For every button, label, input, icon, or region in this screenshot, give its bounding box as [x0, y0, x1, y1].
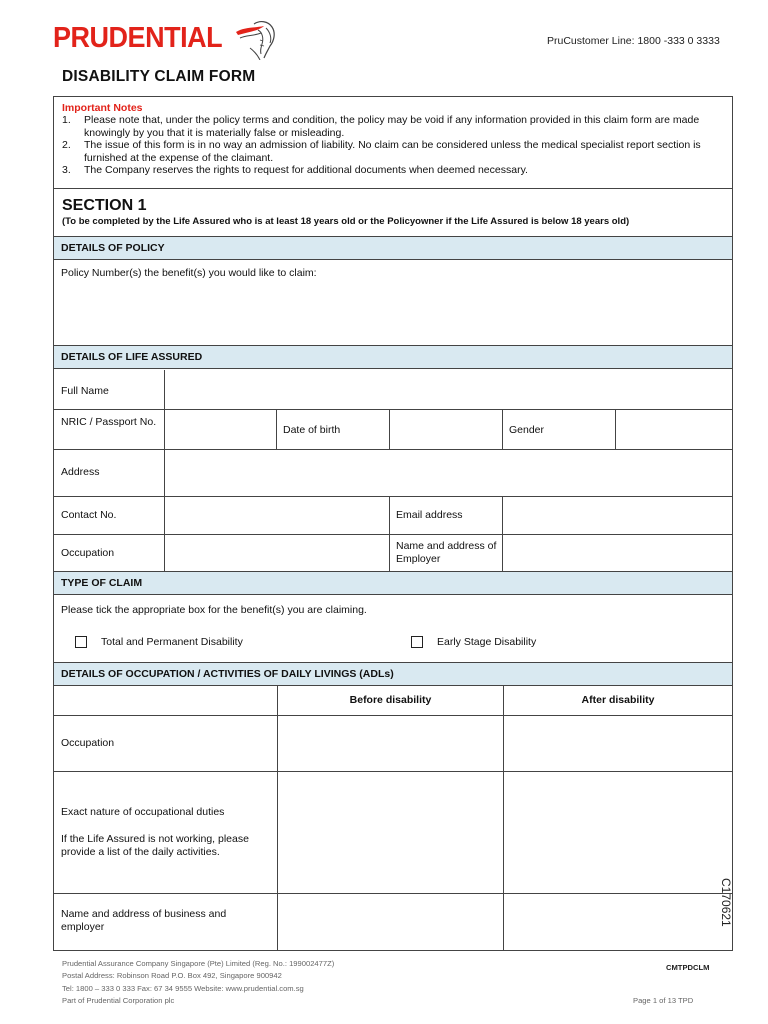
band-adl: DETAILS OF OCCUPATION / ACTIVITIES OF DAILY LIVINGS (ADLs)	[54, 662, 732, 686]
note-text: The Company reserves the rights to request for additional documents when deemed necessary.	[84, 164, 528, 177]
nric-label: NRIC / Passport No.	[61, 416, 157, 428]
note-number: 1.	[62, 114, 71, 127]
dob-field[interactable]	[390, 410, 502, 449]
policy-number-field[interactable]	[54, 282, 732, 344]
email-field[interactable]	[503, 497, 732, 534]
note-number: 2.	[62, 139, 71, 152]
policy-number-label: Policy Number(s) the benefit(s) you would like to claim:	[61, 267, 317, 279]
customer-line: PruCustomer Line: 1800 -333 0 3333	[547, 35, 720, 47]
tpd-option-label: Total and Permanent Disability	[101, 636, 243, 648]
footer-line: Postal Address: Robinson Road P.O. Box 492, Singapore 900942	[62, 971, 282, 981]
section-subtitle: (To be completed by the Life Assured who is at least 18 years old or the Policyowner if the Life Assured is below 18 years old)	[62, 216, 630, 227]
notes-title: Important Notes	[62, 102, 143, 114]
col-divider	[389, 496, 390, 572]
footer-company-info	[62, 958, 334, 1008]
employer-label: Name and address of Employer	[396, 540, 497, 565]
contact-label: Contact No.	[61, 509, 117, 521]
form-version-code: C170621	[719, 878, 733, 927]
early-stage-option-label: Early Stage Disability	[437, 636, 537, 648]
gender-label: Gender	[509, 424, 545, 436]
full-name-field[interactable]	[165, 371, 732, 409]
note-text: The issue of this form is in no way an admission of liability. No claim can be considered unless the medical specialist report section is furnished at the expense of the claimant.	[84, 139, 701, 164]
col-header-after: After disability	[581, 694, 655, 706]
note-item	[62, 164, 724, 176]
full-name-label: Full Name	[61, 385, 109, 397]
adl-occupation-label: Occupation	[61, 737, 115, 749]
gender-field[interactable]	[616, 410, 732, 449]
note-text: Please note that, under the policy terms and condition, the policy may be void if any information provided in this claim form are made knowingly by you that it is materially false or misleading.	[84, 114, 700, 139]
col-divider	[276, 409, 277, 449]
early-stage-checkbox[interactable]	[411, 636, 423, 648]
section-title: SECTION 1	[62, 197, 147, 214]
brand-wordmark: PRUDENTIAL	[53, 22, 223, 54]
claim-type-prompt: Please tick the appropriate box for the benefit(s) you are claiming.	[61, 604, 367, 616]
band-type-of-claim: TYPE OF CLAIM	[54, 571, 732, 595]
footer-form-code: CMTPDCLM	[666, 963, 710, 972]
footer-line: Part of Prudential Corporation plc	[62, 996, 175, 1006]
business-after-field[interactable]	[504, 894, 732, 950]
important-notes	[53, 96, 733, 189]
occupation-field[interactable]	[165, 535, 389, 572]
email-label: Email address	[396, 509, 463, 521]
note-item	[62, 139, 724, 164]
duties-note: If the Life Assured is not working, please provide a list of the daily activities.	[61, 833, 249, 858]
contact-field[interactable]	[165, 497, 389, 534]
form-title: DISABILITY CLAIM FORM	[62, 68, 256, 85]
note-number: 3.	[62, 164, 71, 177]
address-label: Address	[61, 466, 100, 478]
tpd-checkbox[interactable]	[75, 636, 87, 648]
dob-label: Date of birth	[283, 424, 341, 436]
business-label: Name and address of business and employer	[61, 908, 227, 933]
duties-label: Exact nature of occupational duties	[61, 806, 225, 818]
occupation-before-field[interactable]	[278, 716, 503, 771]
footer-line: Prudential Assurance Company Singapore (Pte) Limited (Reg. No.: 199002477Z)	[62, 959, 335, 968]
occupation-after-field[interactable]	[504, 716, 732, 771]
page-number: Page 1 of 13 TPD	[633, 996, 694, 1005]
employer-field[interactable]	[503, 535, 732, 572]
prudence-figure-icon	[230, 18, 280, 60]
note-item	[62, 114, 724, 139]
col-header-before: Before disability	[349, 694, 432, 706]
nric-field[interactable]	[165, 410, 276, 449]
footer-line: Tel: 1800 – 333 0 333 Fax: 67 34 9555 Website: www.prudential.com.sg	[62, 983, 304, 993]
address-field[interactable]	[165, 450, 732, 496]
band-details-of-life-assured: DETAILS OF LIFE ASSURED	[54, 345, 732, 369]
occupation-label: Occupation	[61, 547, 115, 559]
band-details-of-policy: DETAILS OF POLICY	[54, 236, 732, 260]
duties-after-field[interactable]	[504, 772, 732, 893]
duties-before-field[interactable]	[278, 772, 503, 893]
col-divider	[502, 409, 503, 449]
business-before-field[interactable]	[278, 894, 503, 950]
